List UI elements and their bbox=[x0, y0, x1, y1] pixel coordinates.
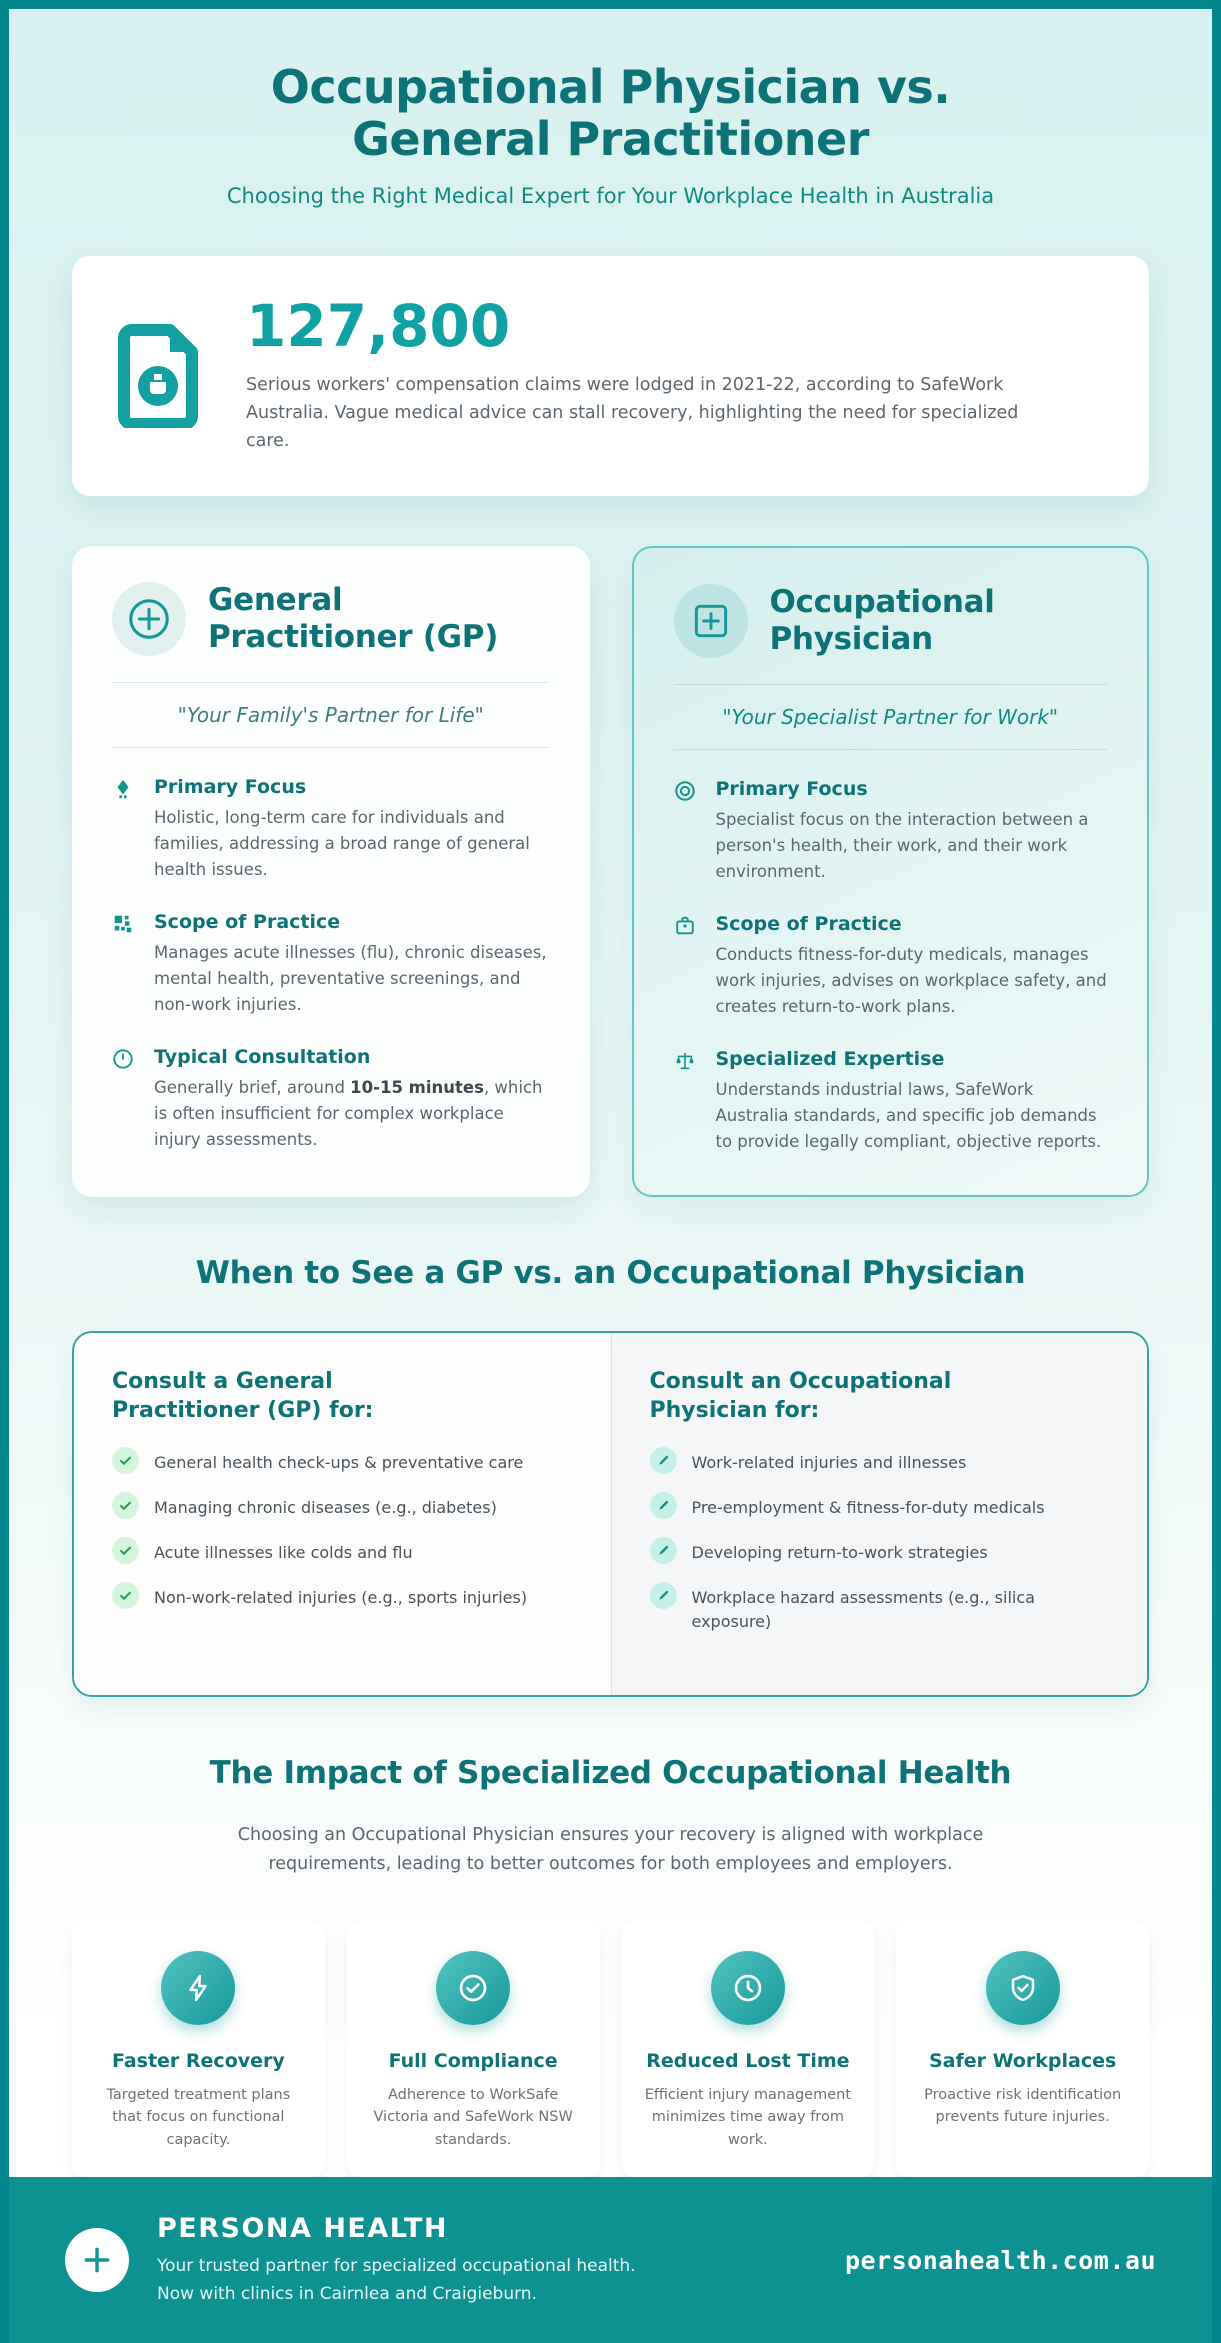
pencil-icon bbox=[650, 1492, 677, 1519]
impact-card-safer-workplaces bbox=[896, 1921, 1149, 2177]
impact-intro: Choosing an Occupational Physician ensures your recovery is aligned with workplace requirements, leading to better outcomes for both employees and employers. bbox=[237, 1825, 984, 1875]
impact-card-faster-recovery bbox=[72, 1921, 325, 2177]
op-feature-heading: Scope of Practice bbox=[715, 912, 902, 935]
consult-op-column bbox=[611, 1333, 1148, 1695]
clock-icon bbox=[112, 1046, 138, 1153]
gp-tagline-wrap bbox=[112, 682, 550, 748]
gp-feature-heading: Primary Focus bbox=[154, 775, 307, 798]
impact-card-text: Adherence to WorkSafe Victoria and SafeWork NSW standards. bbox=[373, 2086, 573, 2148]
footer-brand-block bbox=[157, 2213, 636, 2308]
briefcase-icon bbox=[674, 913, 700, 1020]
impact-card-title: Reduced Lost Time bbox=[646, 2050, 850, 2073]
op-feature-heading: Specialized Expertise bbox=[715, 1048, 945, 1071]
consult-item-text: Acute illnesses like colds and flu bbox=[154, 1543, 413, 1563]
impact-grid bbox=[72, 1921, 1149, 2177]
stat-description: Serious workers' compensation claims were lodged in 2021-22, according to SafeWork Australia. Vague medical advice can stall recovery, highlighting the need for specialized care. bbox=[246, 374, 1019, 452]
list-item bbox=[112, 1539, 573, 1565]
impact-card-text: Efficient injury management minimizes time away from work. bbox=[644, 2086, 852, 2148]
check-circle-icon bbox=[436, 1951, 510, 2025]
page-title-line2: General Practitioner bbox=[352, 112, 869, 167]
gp-feature-text: Holistic, long-term care for individuals and families, addressing a broad range of general health issues. bbox=[154, 807, 530, 879]
consult-item-text: Work-related injuries and illnesses bbox=[691, 1453, 967, 1473]
op-feature-scope bbox=[674, 913, 1108, 1020]
footer-website: personahealth.com.au bbox=[844, 2245, 1156, 2275]
impact-card-text: Targeted treatment plans that focus on functional capacity. bbox=[106, 2086, 291, 2148]
gp-card bbox=[72, 546, 590, 1198]
consult-gp-list bbox=[112, 1449, 573, 1610]
gp-card-header bbox=[112, 582, 550, 656]
op-card bbox=[632, 546, 1150, 1198]
consult-gp-column bbox=[74, 1333, 611, 1695]
impact-card-text: Proactive risk identification prevents future injuries. bbox=[924, 2086, 1122, 2126]
check-icon bbox=[112, 1447, 139, 1474]
op-tagline-wrap bbox=[674, 684, 1108, 750]
consult-op-list bbox=[650, 1449, 1110, 1634]
list-item bbox=[650, 1449, 1110, 1475]
list-item bbox=[650, 1539, 1110, 1565]
list-item bbox=[650, 1584, 1110, 1634]
op-feature-text: Conducts fitness-for-duty medicals, manages work injuries, advises on workplace safety, and creates return-to-work plans. bbox=[715, 944, 1107, 1017]
op-tagline: "Your Specialist Partner for Work" bbox=[722, 704, 1059, 729]
consult-item-text: Pre-employment & fitness-for-duty medicals bbox=[691, 1498, 1045, 1518]
consult-item-text: Non-work-related injuries (e.g., sports injuries) bbox=[154, 1588, 528, 1608]
consult-item-text: Developing return-to-work strategies bbox=[691, 1543, 988, 1563]
gp-feature-consultation bbox=[112, 1046, 550, 1153]
op-card-header bbox=[674, 584, 1108, 658]
check-icon bbox=[112, 1537, 139, 1564]
op-feature-text: Understands industrial laws, SafeWork Australia standards, and specific job demands to provide legally compliant, objective reports. bbox=[715, 1080, 1102, 1152]
footer-tagline: Your trusted partner for specialized occupational health. Now with clinics in Cairnlea and Craigieburn. bbox=[157, 2255, 636, 2304]
gp-feature-text: Generally brief, around 10-15 minutes, which is often insufficient for complex workplace injury assessments. bbox=[154, 1078, 543, 1150]
pencil-icon bbox=[650, 1537, 677, 1564]
page-title-line1: Occupational Physician vs. bbox=[270, 60, 951, 114]
op-feature-heading: Primary Focus bbox=[715, 777, 868, 800]
consult-item-text: Workplace hazard assessments (e.g., silica exposure) bbox=[691, 1588, 1035, 1632]
gp-feature-text: Manages acute illnesses (flu), chronic diseases, mental health, preventative screenings, and non-work injuries. bbox=[154, 942, 547, 1015]
impact-card-title: Faster Recovery bbox=[111, 2050, 285, 2073]
impact-section-heading: The Impact of Specialized Occupational Health bbox=[209, 1755, 1012, 1792]
document-report-icon bbox=[118, 324, 202, 428]
stat-card bbox=[72, 256, 1149, 496]
gp-feature-scope bbox=[112, 911, 550, 1018]
impact-card-full-compliance bbox=[347, 1921, 600, 2177]
op-card-title: Occupational Physician bbox=[769, 584, 995, 657]
gp-feature-heading: Scope of Practice bbox=[154, 910, 341, 933]
stethoscope-icon bbox=[112, 776, 138, 883]
shield-check-icon bbox=[986, 1951, 1060, 2025]
list-item bbox=[650, 1494, 1110, 1520]
list-item bbox=[112, 1449, 573, 1475]
op-feature-primary-focus bbox=[674, 778, 1108, 885]
main-content bbox=[9, 9, 1212, 2177]
circle-plus-icon bbox=[112, 582, 186, 656]
gp-feature-heading: Typical Consultation bbox=[154, 1046, 371, 1069]
op-feature-expertise bbox=[674, 1048, 1108, 1155]
comparison-section bbox=[72, 546, 1149, 1198]
gp-card-title: General Practitioner (GP) bbox=[208, 582, 499, 655]
pencil-icon bbox=[650, 1447, 677, 1474]
plus-icon bbox=[65, 2228, 129, 2292]
gp-feature-primary-focus bbox=[112, 776, 550, 883]
page-title bbox=[72, 61, 1149, 166]
impact-card-reduced-lost-time bbox=[622, 1921, 875, 2177]
target-icon bbox=[674, 778, 700, 885]
consult-card bbox=[72, 1331, 1149, 1697]
op-feature-text: Specialist focus on the interaction between a person's health, their work, and their work environment. bbox=[715, 809, 1089, 881]
infographic-page bbox=[9, 9, 1212, 2343]
footer bbox=[9, 2177, 1212, 2343]
scales-icon bbox=[674, 1048, 700, 1155]
footer-brand-name: PERSONA HEALTH bbox=[157, 2212, 448, 2244]
consult-gp-heading: Consult a General Practitioner (GP) for: bbox=[112, 1369, 374, 1424]
clinic-grid-icon bbox=[112, 911, 138, 1018]
list-item bbox=[112, 1584, 573, 1610]
impact-card-title: Full Compliance bbox=[388, 2050, 558, 2073]
stat-number: 127,800 bbox=[246, 291, 511, 360]
consult-item-text: General health check-ups & preventative care bbox=[154, 1453, 524, 1473]
stat-body bbox=[246, 291, 1026, 456]
page-subtitle: Choosing the Right Medical Expert for Your Workplace Health in Australia bbox=[226, 183, 995, 208]
square-plus-icon bbox=[674, 584, 748, 658]
lightning-icon bbox=[161, 1951, 235, 2025]
consult-item-text: Managing chronic diseases (e.g., diabetes) bbox=[154, 1498, 497, 1518]
gp-tagline: "Your Family's Partner for Life" bbox=[177, 702, 484, 727]
clock-badge-icon bbox=[711, 1951, 785, 2025]
consult-op-heading: Consult an Occupational Physician for: bbox=[649, 1369, 952, 1424]
when-section-heading: When to See a GP vs. an Occupational Physician bbox=[195, 1255, 1026, 1292]
impact-card-title: Safer Workplaces bbox=[928, 2050, 1117, 2073]
pencil-icon bbox=[650, 1582, 677, 1609]
check-icon bbox=[112, 1492, 139, 1519]
list-item bbox=[112, 1494, 573, 1520]
duration-highlight: 10-15 minutes bbox=[350, 1078, 484, 1098]
check-icon bbox=[112, 1582, 139, 1609]
